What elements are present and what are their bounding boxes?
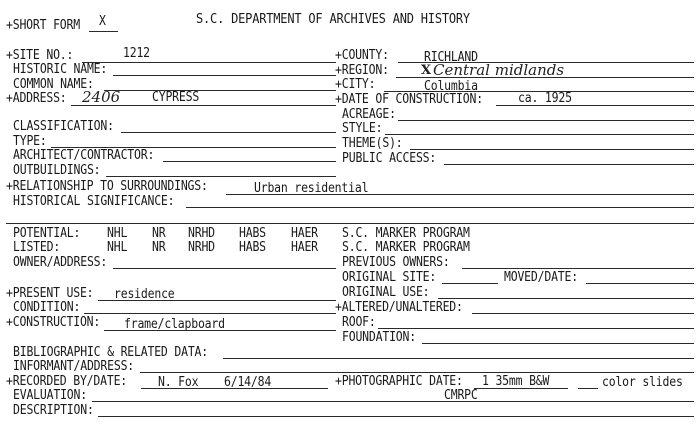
moved-date-line bbox=[586, 283, 694, 284]
construction-line bbox=[104, 330, 336, 331]
theme-line bbox=[410, 149, 694, 150]
potential-nhl: NHL bbox=[107, 224, 128, 241]
outbuildings-line bbox=[106, 176, 336, 177]
original-site-line bbox=[442, 283, 498, 284]
present-use-value: residence bbox=[114, 285, 175, 302]
construction-value: frame/clapboard bbox=[124, 315, 225, 332]
site-no-line bbox=[82, 62, 336, 63]
construction-label: +CONSTRUCTION: bbox=[6, 313, 101, 330]
biblio-line bbox=[223, 358, 694, 359]
altered-line bbox=[472, 313, 694, 314]
potential-haer: HAER bbox=[291, 224, 318, 241]
description-line bbox=[98, 416, 694, 417]
historic-name-line bbox=[113, 75, 336, 76]
original-use-label: ORIGINAL USE: bbox=[342, 283, 430, 300]
significance-label: HISTORICAL SIGNIFICANCE: bbox=[13, 192, 175, 209]
style-line bbox=[385, 134, 694, 135]
recorded-name: N. Fox bbox=[158, 373, 199, 390]
marker-program-2: S.C. MARKER PROGRAM bbox=[342, 238, 470, 255]
significance-line bbox=[186, 207, 694, 208]
previous-owners-line bbox=[462, 268, 694, 269]
previous-owners-label: PREVIOUS OWNERS: bbox=[342, 253, 450, 270]
county-value: RICHLAND bbox=[424, 48, 478, 65]
evaluation-line bbox=[92, 401, 694, 402]
architect-line bbox=[163, 161, 336, 162]
roof-line bbox=[378, 328, 694, 329]
original-use-line bbox=[438, 298, 694, 299]
potential-nr: NR bbox=[152, 224, 166, 241]
roof-label: ROOF: bbox=[342, 313, 376, 330]
county-label: +COUNTY: bbox=[335, 46, 389, 63]
foundation-label: FOUNDATION: bbox=[342, 328, 416, 345]
relationship-value: Urban residential bbox=[254, 179, 369, 196]
outbuildings-label: OUTBUILDINGS: bbox=[13, 161, 101, 178]
biblio-label: BIBLIOGRAPHIC & RELATED DATA: bbox=[13, 343, 208, 360]
condition-label: CONDITION: bbox=[13, 298, 81, 315]
theme-label: THEME(S): bbox=[342, 134, 403, 151]
listed-habs: HABS bbox=[239, 238, 266, 255]
city-value: Columbia bbox=[424, 77, 478, 94]
potential-label: POTENTIAL: bbox=[13, 224, 81, 241]
marker-program-1: S.C. MARKER PROGRAM bbox=[342, 224, 470, 241]
listed-label: LISTED: bbox=[13, 238, 61, 255]
present-use-label: +PRESENT USE: bbox=[6, 284, 94, 301]
relationship-line bbox=[226, 194, 694, 195]
site-no-value: 1212 bbox=[123, 44, 150, 61]
recorded-label: +RECORDED BY/DATE: bbox=[6, 372, 128, 389]
acreage-line bbox=[398, 120, 694, 121]
altered-label: +ALTERED/UNALTERED: bbox=[335, 298, 463, 315]
agency-title: S.C. DEPARTMENT OF ARCHIVES AND HISTORY bbox=[196, 10, 470, 27]
address-number: 2406 bbox=[82, 88, 121, 106]
region-value: Central midlands bbox=[433, 61, 565, 79]
public-access-label: PUBLIC ACCESS: bbox=[342, 149, 437, 166]
listed-nrhd: NRHD bbox=[188, 238, 215, 255]
site-no-label: +SITE NO.: bbox=[6, 46, 74, 63]
photo-label: +PHOTOGRAPHIC DATE: bbox=[335, 372, 463, 389]
owner-label: OWNER/ADDRESS: bbox=[13, 253, 108, 270]
city-label: +CITY: bbox=[335, 75, 376, 92]
informant-label: INFORMANT/ADDRESS: bbox=[13, 357, 135, 374]
potential-habs: HABS bbox=[239, 224, 266, 241]
short-form-mark: X bbox=[99, 12, 106, 29]
listed-haer: HAER bbox=[291, 238, 318, 255]
short-form-line bbox=[89, 31, 118, 32]
style-label: STYLE: bbox=[342, 119, 383, 136]
owner-line bbox=[113, 268, 336, 269]
historic-name-label: HISTORIC NAME: bbox=[13, 60, 108, 77]
relationship-label: +RELATIONSHIP TO SURROUNDINGS: bbox=[6, 177, 208, 194]
acreage-label: ACREAGE: bbox=[342, 105, 396, 122]
color-slides-blank bbox=[578, 388, 598, 389]
region-label: +REGION: bbox=[335, 61, 389, 78]
section-divider bbox=[6, 223, 694, 224]
evaluation-label: EVALUATION: bbox=[13, 386, 87, 403]
potential-nrhd: NRHD bbox=[188, 224, 215, 241]
listed-nr: NR bbox=[152, 238, 166, 255]
color-slides-label: color slides bbox=[602, 373, 683, 390]
date-line bbox=[496, 105, 694, 106]
listed-nhl: NHL bbox=[107, 238, 128, 255]
present-use-line bbox=[98, 300, 336, 301]
original-site-label: ORIGINAL SITE: bbox=[342, 268, 437, 285]
type-label: TYPE: bbox=[13, 132, 47, 149]
cmrpc-text: CMRPC bbox=[444, 386, 478, 403]
date-label: +DATE OF CONSTRUCTION: bbox=[335, 90, 483, 107]
address-label: +ADDRESS: bbox=[6, 89, 67, 106]
architect-label: ARCHITECT/CONTRACTOR: bbox=[13, 146, 155, 163]
condition-line bbox=[84, 313, 336, 314]
classification-line bbox=[121, 132, 336, 133]
recorded-line bbox=[141, 388, 328, 389]
common-name-label: COMMON NAME: bbox=[13, 75, 94, 92]
foundation-line bbox=[422, 343, 694, 344]
address-line bbox=[71, 105, 336, 106]
common-name-line bbox=[104, 90, 336, 91]
public-access-line bbox=[444, 164, 694, 165]
classification-label: CLASSIFICATION: bbox=[13, 117, 114, 134]
date-value: ca. 1925 bbox=[518, 89, 572, 106]
moved-date-label: MOVED/DATE: bbox=[504, 268, 578, 285]
photo-line bbox=[474, 388, 568, 389]
short-form-label: +SHORT FORM bbox=[6, 16, 80, 33]
address-street: CYPRESS bbox=[152, 88, 200, 105]
photo-value: 1 35mm B&W bbox=[482, 372, 550, 389]
description-label: DESCRIPTION: bbox=[13, 401, 94, 418]
recorded-date: 6/14/84 bbox=[224, 373, 272, 390]
region-mark: X bbox=[421, 63, 432, 78]
